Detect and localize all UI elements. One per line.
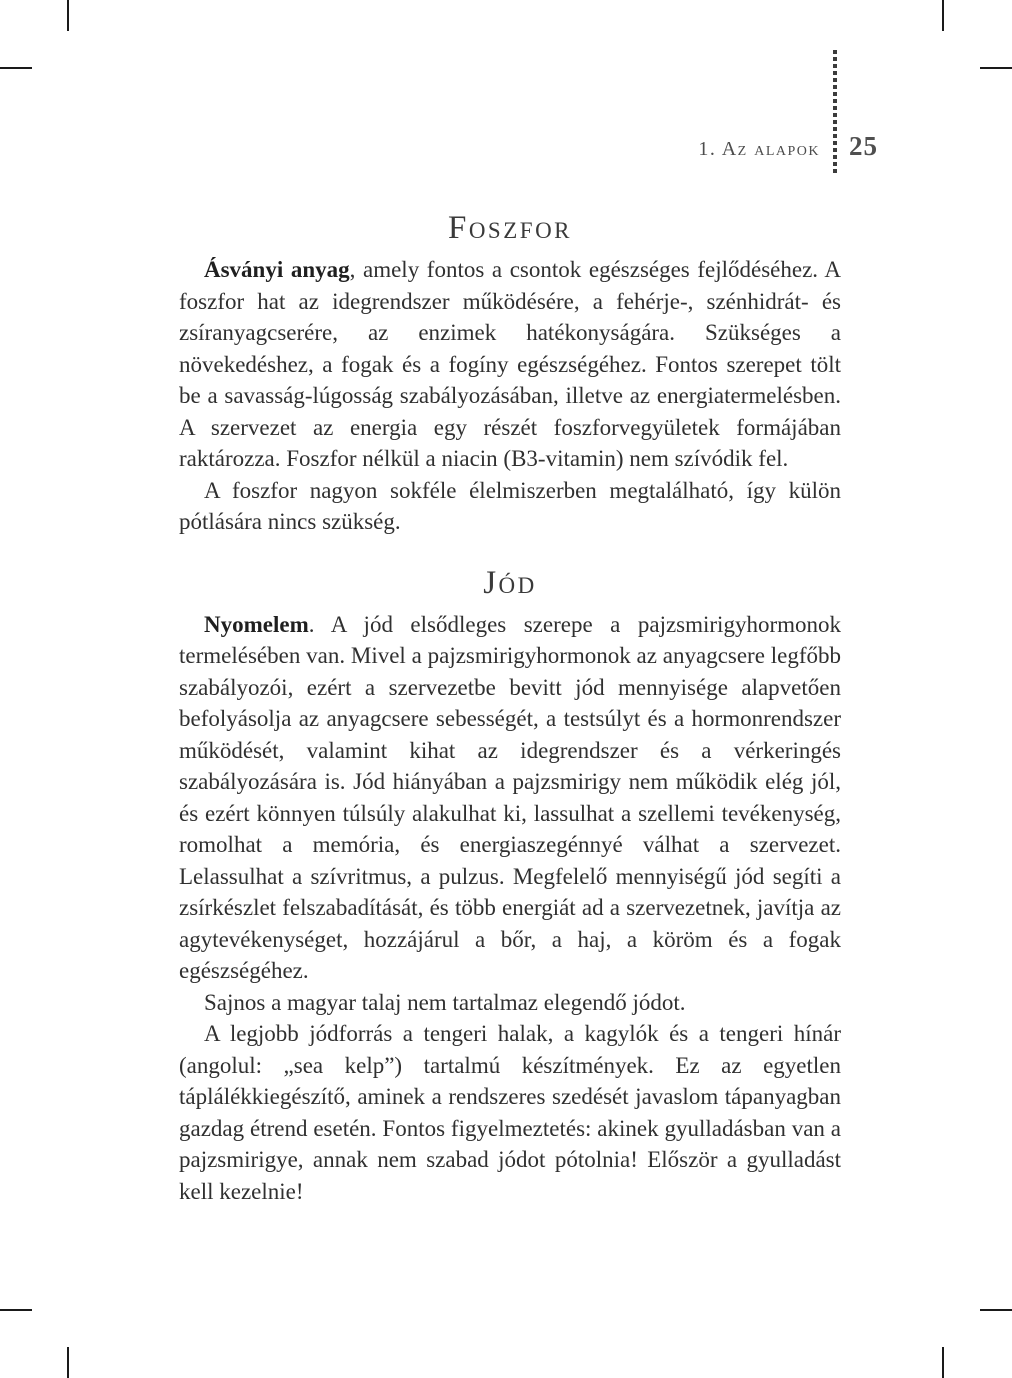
paragraph-text: , amely fontos a csontok egészséges fejlődéséhez. A foszfor hat az idegrendszer működésére, a fehérje-, szénhidrát- és zsíranyagcserére, az enzimek hatékonyságára. Szükséges a növekedéshez, a fogak és a fogíny egészségéhez. Fontos szerepet tölt be a savasság-lúgosság szabályozásában, illetve az energiatermelésben. A szervezet az energia egy részét foszforvegyületek formájában raktározza. Foszfor nélkül a niacin (B3-vitamin) nem szívódik fel. xyxy=(179,257,841,471)
paragraph xyxy=(179,1018,841,1207)
crop-mark-bottom-right-vertical xyxy=(942,1347,944,1378)
section-heading: Jód xyxy=(483,564,537,601)
crop-mark-bottom-right-horizontal xyxy=(980,1309,1012,1311)
running-header-chapter: 1. Az alapok xyxy=(698,138,820,160)
page-number: 25 xyxy=(849,131,878,161)
paragraph-text: A foszfor nagyon sokféle élelmiszerben megtalálható, így külön pótlására nincs szükség. xyxy=(179,477,841,534)
paragraph xyxy=(179,987,841,1019)
crop-mark-top-left-vertical xyxy=(67,0,69,31)
header-dotted-divider xyxy=(833,50,837,173)
paragraph-text: . A jód elsődleges szerepe a pajzsmirigyhormonok termelésében van. Mivel a pajzsmirigyhormonok az anyagcsere legfőbb szabályozói, ezért a szervezetbe bevitt jód mennyisége alapvetően befolyásolja az anyagcsere sebességét, a testsúlyt és a hormonrendszer működését, valamint kihat az idegrendszer és a vérkeringés szabályozására is. Jód hiányában a pajzsmirigy nem működik elég jól, és ezért könnyen túlsúly alakulhat ki, lassulhat a szellemi tevékenység, romolhat a memória, és energiaszegénnyé válhat a szervezet. Lelassulhat a szívritmus, a pulzus. Megfelelő mennyiségű jód segíti a zsírkészlet felszabadítását, és több energiát ad a szervezetnek, javítja az agytevékenységet, hozzájárul a bőr, a haj, a köröm és a fogak egészségéhez. xyxy=(179,611,841,983)
crop-mark-top-right-horizontal xyxy=(980,67,1012,69)
section-heading: Foszfor xyxy=(447,210,573,246)
crop-mark-bottom-left-horizontal xyxy=(0,1309,32,1311)
paragraph xyxy=(179,475,841,538)
crop-mark-top-right-vertical xyxy=(942,0,944,31)
text-block xyxy=(179,209,841,1207)
paragraph xyxy=(179,254,841,475)
paragraph-lead: Ásványi anyag xyxy=(204,257,350,282)
crop-mark-top-left-horizontal xyxy=(0,67,32,69)
paragraph-lead: Nyomelem xyxy=(204,611,309,637)
paragraph-text: A legjobb jódforrás a tengeri halak, a kagylók és a tengeri hínár (angolul: „sea kelp”) tartalmú készítmények. Ez az egyetlen táplálékkiegészítő, aminek a rendszeres szedését javaslom tápanyagban gazdag étrend esetén. Fontos figyelmeztetés: akinek gyulladásban van a pajzsmirigye, annak nem szabad jódot pótolnia! Először a gyulladást kell kezelnie! xyxy=(179,1021,841,1204)
crop-mark-bottom-left-vertical xyxy=(67,1347,69,1378)
section-foszfor xyxy=(179,209,841,538)
paragraph xyxy=(179,609,841,987)
paragraph-text: Sajnos a magyar talaj nem tartalmaz elegendő jódot. xyxy=(204,989,686,1015)
section-jod xyxy=(179,564,841,1208)
